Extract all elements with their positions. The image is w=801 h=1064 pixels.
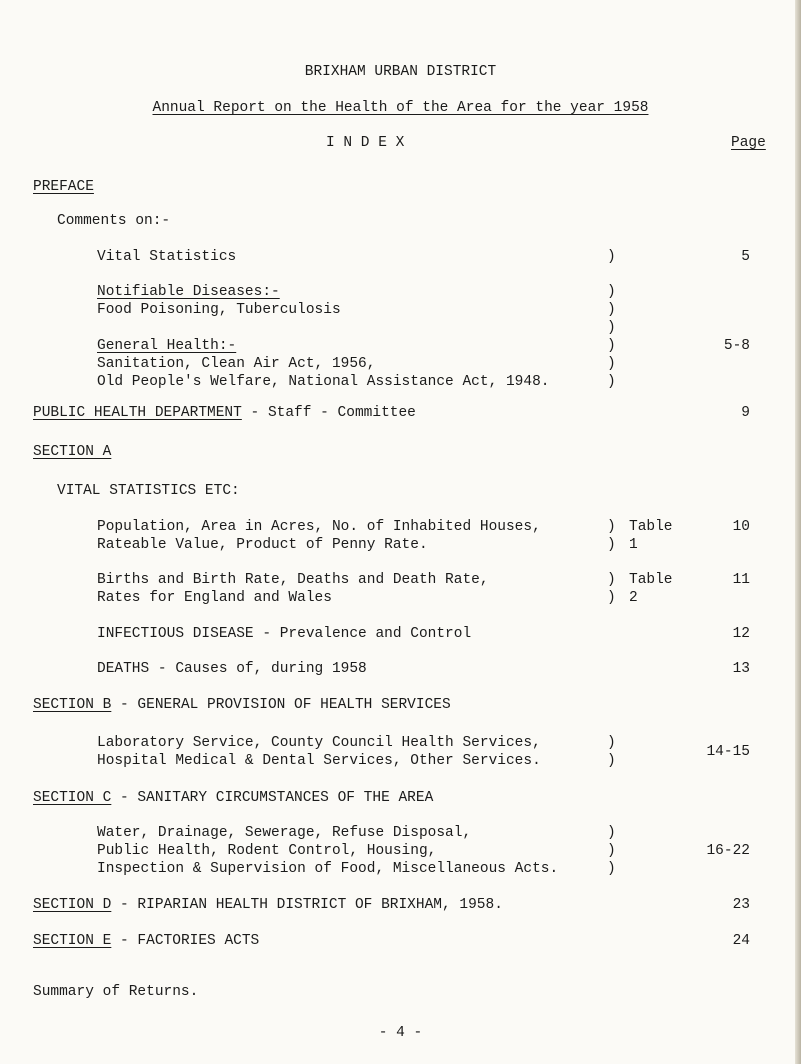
page-ref-section-e: 24 [732, 933, 750, 949]
toc-entry-births: Births and Birth Rate, Deaths and Death Rate, [97, 572, 489, 588]
page-ref-infectious: 12 [732, 626, 750, 642]
toc-entry-inspection: Inspection & Supervision of Food, Miscellaneous Acts. [97, 861, 559, 877]
page-ref-public-health: 9 [741, 405, 750, 421]
brace: ) [607, 735, 616, 751]
section-b-label: SECTION B [33, 697, 112, 713]
table-number: 1 [629, 537, 638, 553]
toc-entry-food-poisoning: Food Poisoning, Tuberculosis [97, 302, 341, 318]
toc-entry-infectious: INFECTIOUS DISEASE - Prevalence and Control [97, 626, 472, 642]
page-column-heading: Page [731, 135, 766, 151]
section-d-title: - RIPARIAN HEALTH DISTRICT OF BRIXHAM, 1958. [111, 897, 503, 913]
toc-entry-general-health: General Health:- [97, 338, 237, 354]
table-label: Table [629, 572, 673, 588]
table-number: 2 [629, 590, 638, 606]
section-e-title: - FACTORIES ACTS [111, 933, 260, 949]
toc-entry-water: Water, Drainage, Sewerage, Refuse Disposal, [97, 825, 472, 841]
page-ref-table-1: 10 [732, 519, 750, 535]
page-ref-section-b: 14-15 [706, 744, 750, 760]
section-c-heading [33, 789, 433, 807]
toc-entry-population: Population, Area in Acres, No. of Inhabited Houses, [97, 519, 541, 535]
public-health-rest: - Staff - Committee [241, 405, 416, 421]
brace: ) [607, 537, 616, 553]
section-d-label: SECTION D [33, 897, 112, 913]
toc-entry-notifiable: Notifiable Diseases:- [97, 284, 280, 300]
page-ref-section-d: 23 [732, 897, 750, 913]
section-b-heading [33, 696, 451, 714]
brace: ) [607, 519, 616, 535]
toc-entry-rateable: Rateable Value, Product of Penny Rate. [97, 537, 428, 553]
toc-entry-old-people: Old People's Welfare, National Assistance Act, 1948. [97, 374, 550, 390]
page-ref-preface-group: 5-8 [723, 338, 750, 354]
page-ref-section-c: 16-22 [706, 843, 750, 859]
brace: ) [607, 572, 616, 588]
brace: ) [607, 284, 616, 300]
section-d-heading [33, 896, 503, 914]
toc-entry-deaths: DEATHS - Causes of, during 1958 [97, 661, 367, 677]
toc-entry-laboratory: Laboratory Service, County Council Health Services, [97, 735, 541, 751]
page-ref-deaths: 13 [732, 661, 750, 677]
brace: ) [607, 356, 616, 372]
section-c-label: SECTION C [33, 790, 112, 806]
preface-heading: PREFACE [33, 179, 94, 195]
toc-entry-rates: Rates for England and Wales [97, 590, 332, 606]
section-e-label: SECTION E [33, 933, 112, 949]
section-b-title: - GENERAL PROVISION OF HEALTH SERVICES [111, 697, 451, 713]
page-number: - 4 - [378, 1025, 423, 1041]
section-a-heading: SECTION A [33, 444, 112, 460]
brace: ) [607, 374, 616, 390]
brace: ) [607, 338, 616, 354]
brace: ) [607, 249, 616, 265]
brace: ) [607, 825, 616, 841]
page-ref-vital: 5 [741, 249, 750, 265]
brace: ) [607, 753, 616, 769]
report-title: Annual Report on the Health of the Area for the year 1958 [152, 100, 649, 116]
brace: ) [607, 320, 616, 336]
brace: ) [607, 843, 616, 859]
vital-statistics-etc: VITAL STATISTICS ETC: [57, 483, 240, 499]
toc-entry-sanitation: Sanitation, Clean Air Act, 1956, [97, 356, 376, 372]
toc-entry-public-health [33, 404, 416, 422]
brace: ) [607, 590, 616, 606]
toc-entry-hospital: Hospital Medical & Dental Services, Other Services. [97, 753, 541, 769]
toc-entry-vital-statistics: Vital Statistics [97, 249, 237, 265]
section-c-title: - SANITARY CIRCUMSTANCES OF THE AREA [111, 790, 434, 806]
table-label: Table [629, 519, 673, 535]
brace: ) [607, 861, 616, 877]
toc-entry-public-health-rodent: Public Health, Rodent Control, Housing, [97, 843, 437, 859]
public-health-label: PUBLIC HEALTH DEPARTMENT [33, 405, 242, 421]
district-title: BRIXHAM URBAN DISTRICT [304, 64, 497, 80]
index-heading: I N D E X [326, 135, 405, 151]
summary-of-returns: Summary of Returns. [33, 984, 199, 1000]
page-edge-shadow [795, 0, 801, 1064]
section-e-heading [33, 932, 259, 950]
brace: ) [607, 302, 616, 318]
page-ref-table-2: 11 [732, 572, 750, 588]
comments-on: Comments on:- [57, 213, 171, 229]
